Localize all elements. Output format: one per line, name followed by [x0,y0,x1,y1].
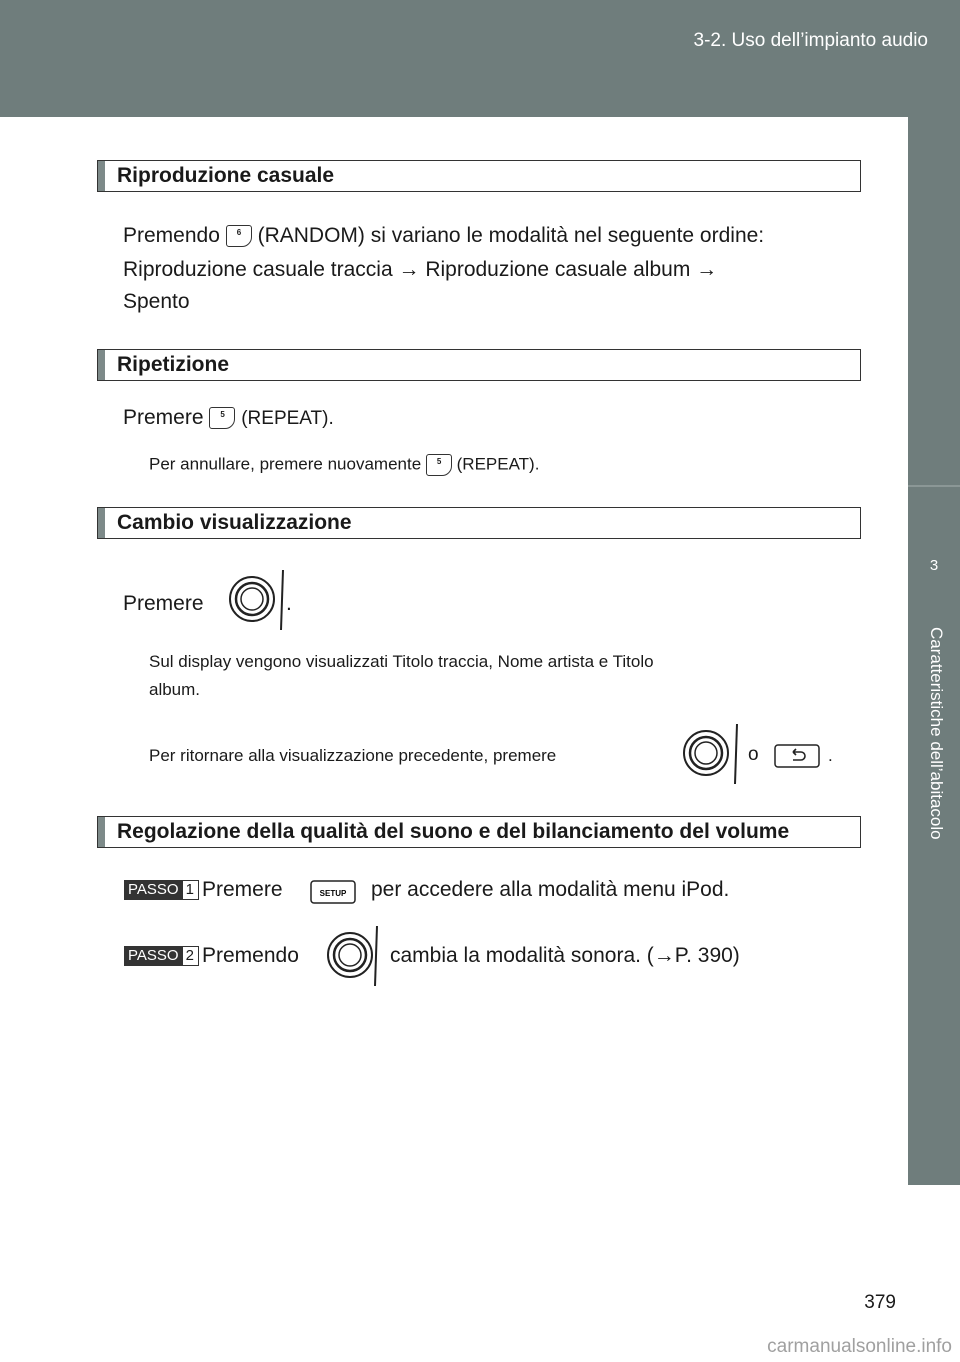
step1-label: PASSO [124,880,183,900]
repeat-line1-after: (REPEAT). [241,408,334,429]
random-line2: Riproduzione casuale traccia → Riproduzione casuale album → [123,258,718,281]
chapter-tab [908,117,960,1185]
display-line1-before: Premere [123,592,204,615]
random-line1-before: Premendo [123,224,220,247]
repeat-line1-before: Premere [123,406,204,429]
repeat-note-before: Per annullare, premere nuovamente [149,454,422,474]
display-note2-after: . [828,746,833,765]
display-line1-after: . [286,592,292,615]
display-note1-line1: Sul display vengono visualizzati Titolo traccia, Nome artista e Titolo [149,652,654,671]
step2-number: 2 [181,946,199,966]
preset-5-note-label: 5 [436,457,442,466]
heading-random-text: Riproduzione casuale [117,164,335,187]
setup-label: SETUP [319,889,347,898]
preset-5-label: 5 [220,410,225,420]
header-bar [0,0,960,117]
heading-repeat [97,349,861,381]
random-line1 [123,224,764,248]
heading-sound-text: Regolazione della qualità del suono e del bilanciamento del volume [117,820,790,843]
preset-6-button-icon [226,225,252,247]
chapter-title: Caratteristiche dell’abitacolo [927,627,946,840]
display-note2-before: Per ritornare alla visualizzazione precedente, premere [149,746,557,765]
knob-icon-sound [324,924,390,988]
step1-number: 1 [181,880,199,900]
random-line3: Spento [123,290,190,313]
step1-before: Premere [202,878,283,901]
heading-repeat-text: Ripetizione [117,353,230,376]
random-line1-after: (RANDOM) si variano le modalità nel seguente ordine: [257,224,765,247]
tab-divider [908,485,960,487]
heading-display [97,507,861,539]
heading-display-text: Cambio visualizzazione [117,511,352,534]
step2-label: PASSO [124,946,183,966]
watermark-text: carmanualsonline.info [767,1336,952,1357]
heading-random [97,160,861,192]
knob-icon-display [226,568,292,632]
display-note2-mid: o [748,744,759,765]
back-button-icon [774,743,822,769]
step1-badge [124,880,199,900]
step2-before: Premendo [202,944,299,967]
chapter-number: 3 [929,557,939,574]
page-number: 379 [864,1292,896,1313]
setup-button-icon [310,878,358,906]
display-note1-line2: album. [149,680,201,699]
repeat-line1 [123,406,334,430]
preset-6-label: 6 [236,228,242,238]
repeat-note [149,454,539,476]
section-title: 3-2. Uso dell’impianto audio [693,30,928,51]
repeat-note-after: (REPEAT). [456,454,540,474]
heading-sound [97,816,861,848]
preset-5-button-icon-note [426,454,452,476]
step2-badge [124,946,199,966]
step1-after: per accedere alla modalità menu iPod. [371,878,730,901]
step2-after: cambia la modalità sonora. (→P. 390) [390,944,740,967]
preset-5-button-icon [209,407,235,429]
knob-icon-back [680,722,746,786]
